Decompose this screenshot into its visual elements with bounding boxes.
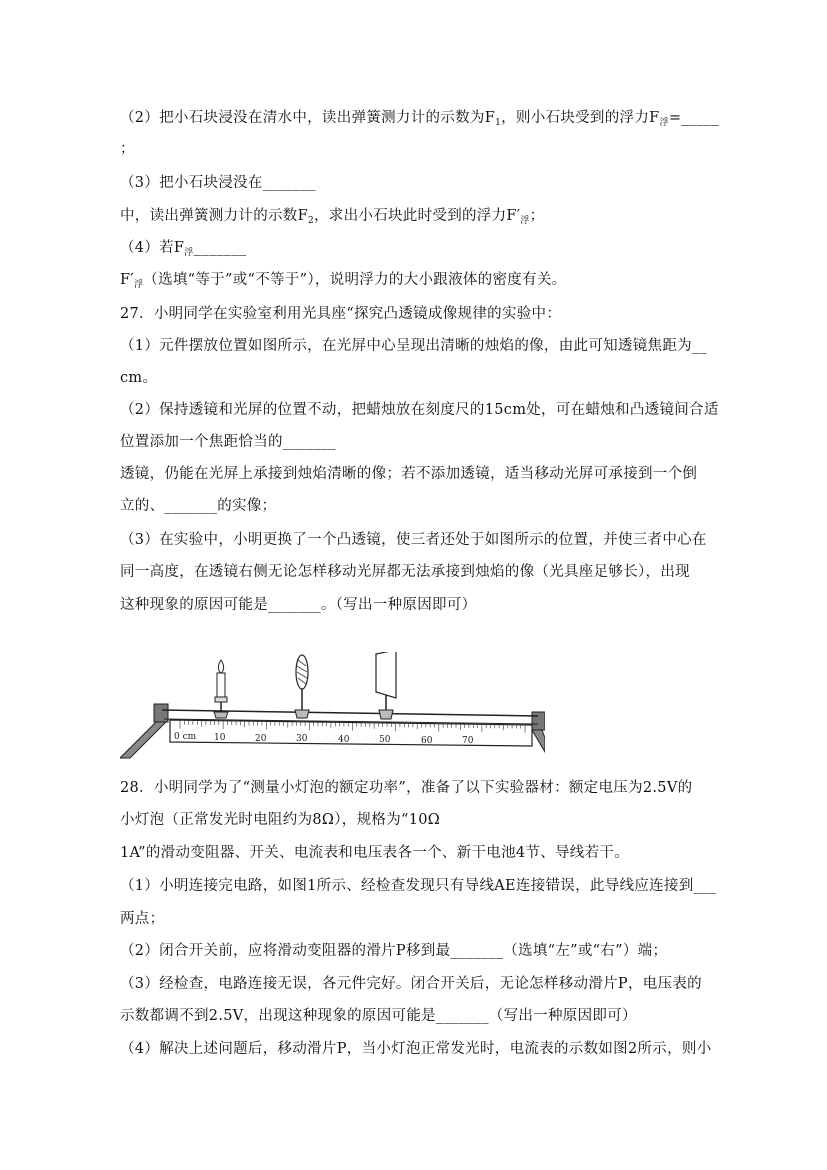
q26-part3-line1: （3）把小石块浸没在_______	[120, 175, 316, 191]
q28-stem-line1: 28．小明同学为了“测量小灯泡的额定功率”，准备了以下实验器材：额定电压为2.5V的	[120, 780, 693, 796]
q26-part3-line2: 中，读出弹簧测力计的示数$F_2$，求出小石块此时受到的浮力$F'_浮$；	[120, 208, 545, 226]
q28-part1-line1: （1）小明连接完电路，如图1所示、经检查发现只有导线AE连接错误，此导线应连接到___	[120, 878, 717, 894]
tick-label-50: 50	[379, 735, 391, 745]
tick-label-60: 60	[421, 736, 433, 746]
right-stand	[532, 712, 545, 730]
q28-part3-line2: 示数都调不到2.5V，出现这种现象的原因可能是_______（写出一种原因即可）	[120, 1008, 637, 1024]
q27-part3-line3: 这种现象的原因可能是_______。（写出一种原因即可）	[120, 597, 477, 613]
left-leg	[120, 722, 166, 758]
q26-part4-line1: （4）若$F_浮\_\_\_\_\_\_\_$	[120, 240, 247, 258]
q26-part2-line: （2）把小石块浸没在清水中，读出弹簧测力计的示数为$F_1$，则小石块受到的浮力$F_浮=\_\_\_\_\_$	[120, 110, 720, 128]
q26-part4-line2: $F'_浮$（选填“等于”或“不等于”），说明浮力的大小跟液体的密度有关。	[120, 272, 567, 290]
q27-part2-line1: （2）保持透镜和光屏的位置不动，把蜡烛放在刻度尺的15cm处，可在蜡烛和凸透镜间合适	[120, 402, 719, 418]
q28-stem-line2: 小灯泡（正常发光时电阻约为8Ω），规格为“10Ω	[120, 812, 441, 828]
q27-part2-line3: 透镜，仍能在光屏上承接到烛焰清晰的像；若不添加透镜，适当移动光屏可承接到一个倒	[120, 466, 698, 482]
q27-part1-line1: （1）元件摆放位置如图所示，在光屏中心呈现出清晰的烛焰的像，由此可知透镜焦距为__	[120, 338, 708, 354]
q27-part2-line2: 位置添加一个焦距恰当的_______	[120, 434, 336, 450]
q28-part4-line1: （4）解决上述问题后，移动滑片P，当小灯泡正常发光时，电流表的示数如图2所示，则小	[120, 1041, 712, 1057]
tick-label-10: 10	[214, 733, 226, 743]
ruler-unit-label: 0 cm	[174, 732, 197, 742]
q28-part3-line1: （3）经检查，电路连接无误，各元件完好。闭合开关后，无论怎样移动滑片P，电压表的	[120, 976, 702, 992]
q28-part1-line2: 两点；	[120, 911, 165, 927]
candle	[214, 660, 228, 718]
q28-stem-line3: 1A”的滑动变阻器、开关、电流表和电压表各一个、新干电池4节、导线若干。	[120, 845, 630, 861]
optical-bench-figure	[120, 652, 545, 764]
q26-part2-end: ；	[120, 141, 135, 157]
q27-part2-line4: 立的、_______的实像；	[120, 498, 277, 514]
tick-label-70: 70	[462, 736, 474, 746]
q28-part2: （2）闭合开关前，应将滑动变阻器的滑片P移到最_______（选填“左”或“右”）端；	[120, 943, 668, 959]
tick-label-40: 40	[338, 735, 350, 745]
q27-part3-line1: （3）在实验中，小明更换了一个凸透镜，使三者还处于如图所示的位置，并使三者中心在	[120, 532, 707, 548]
tick-label-30: 30	[296, 734, 308, 744]
tick-label-20: 20	[255, 734, 267, 744]
light-screen	[376, 652, 396, 719]
q27-part3-line2: 同一高度，在透镜右侧无论怎样移动光屏都无法承接到烛焰的像（光具座足够长），出现	[120, 564, 690, 580]
q27-stem: 27．小明同学在实验室利用光具座“探究凸透镜成像规律的实验中：	[120, 306, 562, 322]
right-leg	[532, 730, 545, 752]
q27-part1-line2: cm。	[120, 370, 158, 386]
convex-lens	[295, 655, 309, 718]
